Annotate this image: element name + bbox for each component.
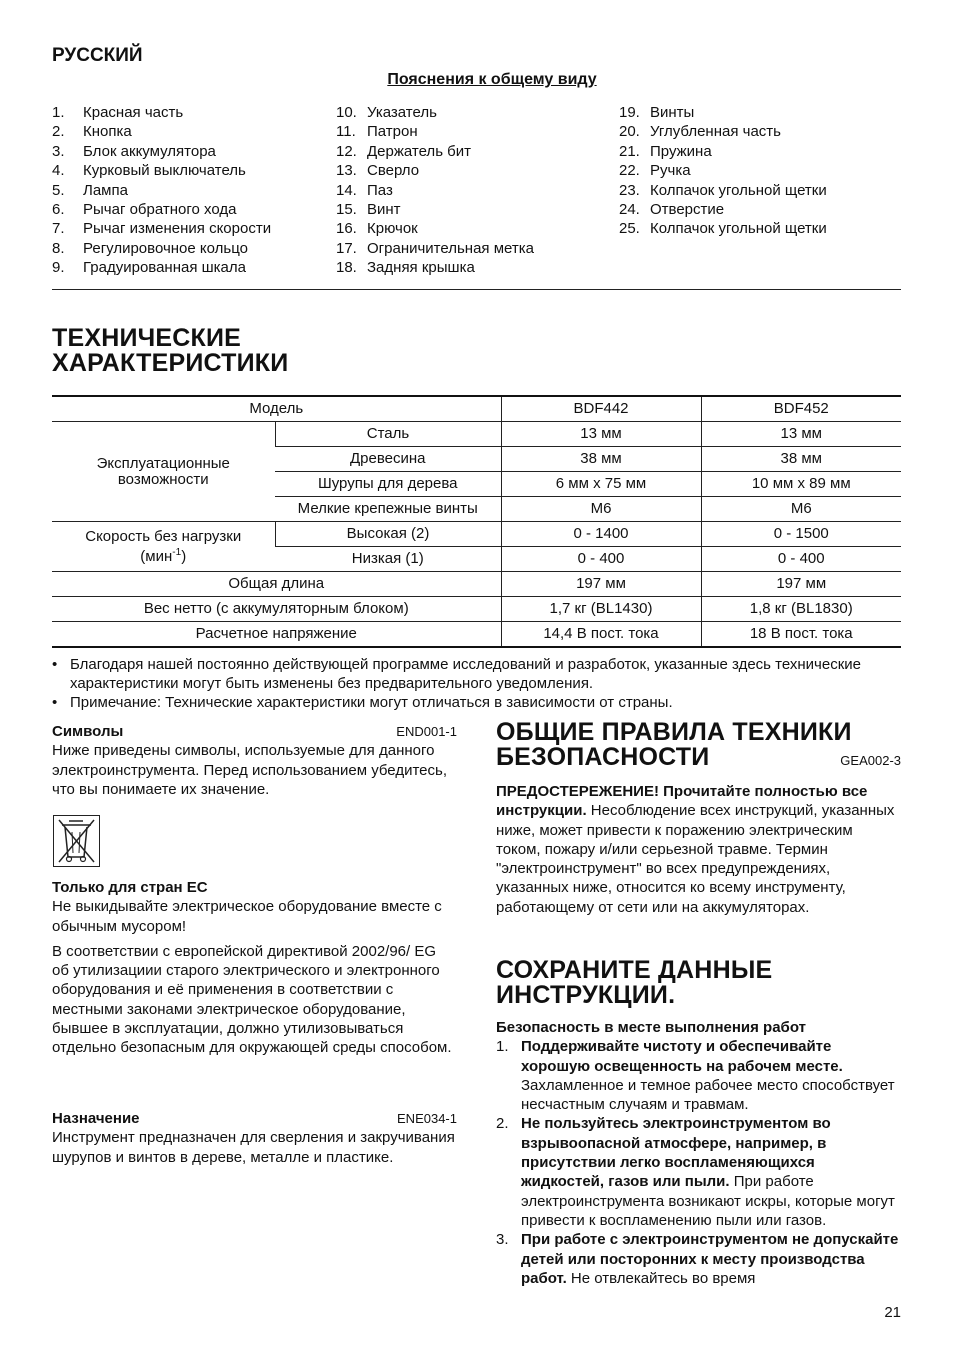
legend-title-text: Пояснения к общему виду — [387, 71, 597, 88]
item-text: Паз — [367, 181, 393, 199]
cell-line: Эксплуатационные — [96, 454, 230, 472]
paragraph: Инструмент предназначен для сверления и закручивания шурупов и винтов в дереве, металле и пластике. — [52, 1129, 455, 1166]
paragraph: Не выкидывайте электрическое оборудование вместе с обычным мусором! — [52, 898, 442, 935]
safety-heading-line: БЕЗОПАСНОСТИ — [496, 743, 710, 771]
item-text: Задняя крышка — [367, 259, 475, 277]
list-item — [496, 1230, 901, 1288]
list-item — [52, 239, 271, 258]
item-number: 4. — [52, 162, 65, 180]
table-cell: 197 мм — [701, 572, 901, 597]
list-item — [619, 181, 827, 200]
list-item — [336, 103, 534, 122]
item-text: Блок аккумулятора — [83, 142, 216, 160]
section-code: ENE034-1 — [397, 1111, 457, 1126]
item-text: Колпачок угольной щетки — [650, 181, 827, 199]
item-bold-text: При работе с электроинструментом не допускайте детей или посторонних к месту производства работ. — [521, 1231, 899, 1287]
table-cell: 1,8 кг (BL1830) — [701, 597, 901, 622]
table-cell: 0 - 1400 — [501, 522, 701, 547]
table-cell: 1,7 кг (BL1430) — [501, 597, 701, 622]
section-divider — [52, 289, 901, 290]
table-cell: Модель — [52, 396, 501, 422]
item-text: При работе электроинструмента возникают искры, которые могут привести к воспламенению пыли или газов. — [521, 1173, 895, 1229]
item-number: 23. — [619, 181, 640, 199]
list-item — [336, 239, 534, 258]
list-item — [52, 122, 271, 141]
item-number: 21. — [619, 142, 640, 160]
list-item — [336, 219, 534, 238]
item-text: Лампа — [83, 181, 128, 199]
table-cell: Общая длина — [52, 572, 501, 597]
section-code: GEA002-3 — [840, 753, 901, 768]
table-cell: 38 мм — [701, 447, 901, 472]
item-text: Ручка — [650, 162, 691, 180]
list-item — [336, 142, 534, 161]
safety-heading-line: ОБЩИЕ ПРАВИЛА ТЕХНИКИ — [496, 718, 852, 746]
legend-column-2 — [336, 103, 534, 278]
specs-notes — [52, 655, 901, 712]
table-row — [52, 522, 901, 547]
item-number: 22. — [619, 162, 640, 180]
list-item — [619, 161, 827, 180]
table-cell: Сталь — [275, 422, 501, 447]
table-cell: 13 мм — [501, 422, 701, 447]
table-cell: BDF452 — [701, 396, 901, 422]
note-bullet: • Примечание: Технические характеристики могут отличаться в зависимости от страны. — [52, 693, 901, 712]
item-number: 20. — [619, 123, 640, 141]
warning-bold-text: ПРЕДОСТЕРЕЖЕНИЕ! Прочитайте полностью все инструкции. — [496, 783, 868, 820]
symbols-section — [52, 722, 457, 799]
item-number: 14. — [336, 181, 357, 199]
table-row — [52, 572, 901, 597]
item-text: Пружина — [650, 142, 712, 160]
table-cell — [52, 422, 275, 522]
table-cell: Шурупы для дерева — [275, 472, 501, 497]
table-cell: 0 - 400 — [501, 547, 701, 572]
item-bold-text: Поддерживайте чистоту и обеспечивайте хорошую освещенность на рабочем месте. — [521, 1038, 843, 1075]
item-text: Патрон — [367, 123, 418, 141]
list-item — [52, 219, 271, 238]
item-number: 12. — [336, 142, 357, 160]
item-number: 2. — [52, 123, 65, 141]
purpose-section — [52, 1109, 457, 1167]
language-heading: РУССКИЙ — [52, 45, 143, 66]
specs-heading-line: ТЕХНИЧЕСКИЕ — [52, 324, 242, 352]
table-cell: Высокая (2) — [275, 522, 501, 547]
item-number: 17. — [336, 239, 357, 257]
legend-column-3 — [619, 103, 827, 239]
list-item — [336, 258, 534, 277]
item-text: Рычаг изменения скорости — [83, 220, 272, 238]
item-text: Указатель — [367, 104, 437, 121]
cell-line: Скорость без нагрузки — [85, 527, 242, 545]
legend-column-1 — [52, 103, 271, 278]
item-number: 3. — [496, 1231, 509, 1249]
item-text: Захламленное и темное рабочее место способствует несчастным случаям и травмам. — [521, 1076, 895, 1114]
table-cell: 10 мм x 89 мм — [701, 472, 901, 497]
list-item — [52, 161, 271, 180]
table-cell: 38 мм — [501, 447, 701, 472]
table-cell: 14,4 В пост. тока — [501, 622, 701, 648]
item-text: Ограничительная метка — [367, 239, 534, 257]
section-code: END001-1 — [396, 724, 457, 739]
item-number: 19. — [619, 104, 640, 121]
item-text: Сверло — [367, 162, 420, 180]
warning-text: Несоблюдение всех инструкций, указанных ниже, может привести к поражению электрическим током, пожару и/или серьезной травме. Термин "электроинструмент" во всех предупреждениях, указанных ниже, относится ко всему инструменту, работающему от сети или на аккумуляторах. — [496, 802, 895, 916]
list-item — [619, 103, 827, 122]
table-cell — [52, 522, 275, 572]
specs-heading-line: ХАРАКТЕРИСТИКИ — [52, 349, 289, 377]
list-item — [52, 258, 271, 277]
item-text: Кнопка — [83, 123, 132, 141]
item-number: 11. — [336, 123, 356, 141]
paragraph: Ниже приведены символы, используемые для данного электроинструмента. Перед использованием убедитесь, что вы понимаете их значение. — [52, 742, 447, 798]
item-text: Красная часть — [83, 104, 184, 121]
item-number: 8. — [52, 239, 65, 257]
item-text: Курковый выключатель — [83, 162, 246, 180]
item-text: Держатель бит — [367, 142, 472, 160]
table-cell: Вес нетто (с аккумуляторным блоком) — [52, 597, 501, 622]
table-cell: Расчетное напряжение — [52, 622, 501, 648]
specs-table — [52, 395, 901, 648]
table-cell: BDF442 — [501, 396, 701, 422]
cell-line — [52, 545, 275, 565]
safety-warning — [496, 782, 901, 917]
safety-heading-row — [496, 745, 901, 770]
item-bold-text: Не пользуйтесь электроинструментом во взрывоопасной атмосфере, например, в присутствии легко воспламеняющихся жидкостей, газов или пыли. — [521, 1115, 831, 1191]
unit-text: (мин — [140, 547, 173, 565]
table-cell: M6 — [501, 497, 701, 522]
list-item — [619, 200, 827, 219]
table-cell: Древесина — [275, 447, 501, 472]
list-item — [619, 142, 827, 161]
note-bullet: • Благодаря нашей постоянно действующей программе исследований и разработок, указанные здесь технические характеристики могут быть изменены без предварительного уведомления. — [52, 655, 901, 693]
table-cell: 13 мм — [701, 422, 901, 447]
list-item — [336, 181, 534, 200]
table-row — [52, 597, 901, 622]
item-text: Углубленная часть — [650, 123, 781, 141]
item-number: 6. — [52, 201, 65, 219]
safety-heading-block — [496, 720, 901, 770]
item-number: 7. — [52, 220, 65, 238]
crossed-out-bin-icon — [53, 815, 100, 867]
save-heading-line: СОХРАНИТЕ ДАННЫЕ — [496, 956, 773, 984]
legend-title — [0, 71, 954, 89]
save-heading-line: ИНСТРУКЦИИ. — [496, 981, 676, 1009]
list-item — [336, 122, 534, 141]
page-number: 21 — [884, 1304, 901, 1321]
list-item — [52, 200, 271, 219]
section-header — [52, 1109, 457, 1128]
table-cell: 6 мм x 75 мм — [501, 472, 701, 497]
section-header — [52, 722, 457, 741]
list-item — [619, 219, 827, 238]
item-text: Винт — [367, 201, 401, 219]
list-item — [496, 1114, 901, 1230]
list-item — [52, 103, 271, 122]
table-cell: 197 мм — [501, 572, 701, 597]
table-cell: 0 - 400 — [701, 547, 901, 572]
item-text: Градуированная шкала — [83, 259, 246, 277]
specs-heading — [52, 326, 288, 376]
item-number: 9. — [52, 259, 65, 277]
workplace-safety-section — [496, 1018, 901, 1288]
table-cell: 18 В пост. тока — [701, 622, 901, 648]
unit-text: ) — [181, 547, 187, 565]
table-cell: Низкая (1) — [275, 547, 501, 572]
list-item — [336, 161, 534, 180]
item-text: Винты — [650, 104, 695, 121]
item-number: 10. — [336, 104, 357, 121]
list-item — [619, 122, 827, 141]
cell-line: возможности — [117, 470, 209, 488]
table-cell: Мелкие крепежные винты — [275, 497, 501, 522]
table-cell: M6 — [701, 497, 901, 522]
item-text: Не отвлекайтесь во время — [566, 1269, 756, 1287]
paragraph: В соответствии с европейской директивой 2002/96/ EG об утилизациии старого электрического и электронного оборудования и её применения в соответствии с местными законами электрическое оборудование, бывшее в эксплуатации, должно утилизовываться отдельно безопасным для окружающей среды способом. — [52, 942, 452, 1057]
item-text: Колпачок угольной щетки — [650, 220, 827, 238]
item-number: 25. — [619, 220, 640, 238]
section-title: Только для стран ЕС — [52, 879, 208, 896]
item-number: 2. — [496, 1115, 509, 1133]
eu-section — [52, 878, 457, 1058]
save-heading — [496, 958, 772, 1008]
item-number: 13. — [336, 162, 357, 180]
section-title: Символы — [52, 723, 124, 740]
table-cell: 0 - 1500 — [701, 522, 901, 547]
unit-superscript: -1 — [172, 546, 182, 558]
item-number: 1. — [496, 1038, 509, 1056]
section-title: Назначение — [52, 1110, 140, 1127]
list-item — [336, 200, 534, 219]
list-item — [496, 1037, 901, 1114]
item-number: 15. — [336, 201, 357, 219]
item-number: 16. — [336, 220, 357, 238]
item-text: Регулировочное кольцо — [83, 239, 248, 257]
table-row — [52, 396, 901, 422]
item-text: Крючок — [367, 220, 418, 238]
list-item — [52, 142, 271, 161]
item-number: 3. — [52, 142, 65, 160]
table-row — [52, 422, 901, 447]
section-title: Безопасность в месте выполнения работ — [496, 1019, 806, 1036]
item-number: 5. — [52, 181, 65, 199]
table-row — [52, 622, 901, 648]
list-item — [52, 181, 271, 200]
item-number: 18. — [336, 259, 357, 277]
item-text: Отверстие — [650, 201, 725, 219]
item-number: 24. — [619, 201, 640, 219]
item-text: Рычаг обратного хода — [83, 201, 237, 219]
item-number: 1. — [52, 104, 65, 121]
